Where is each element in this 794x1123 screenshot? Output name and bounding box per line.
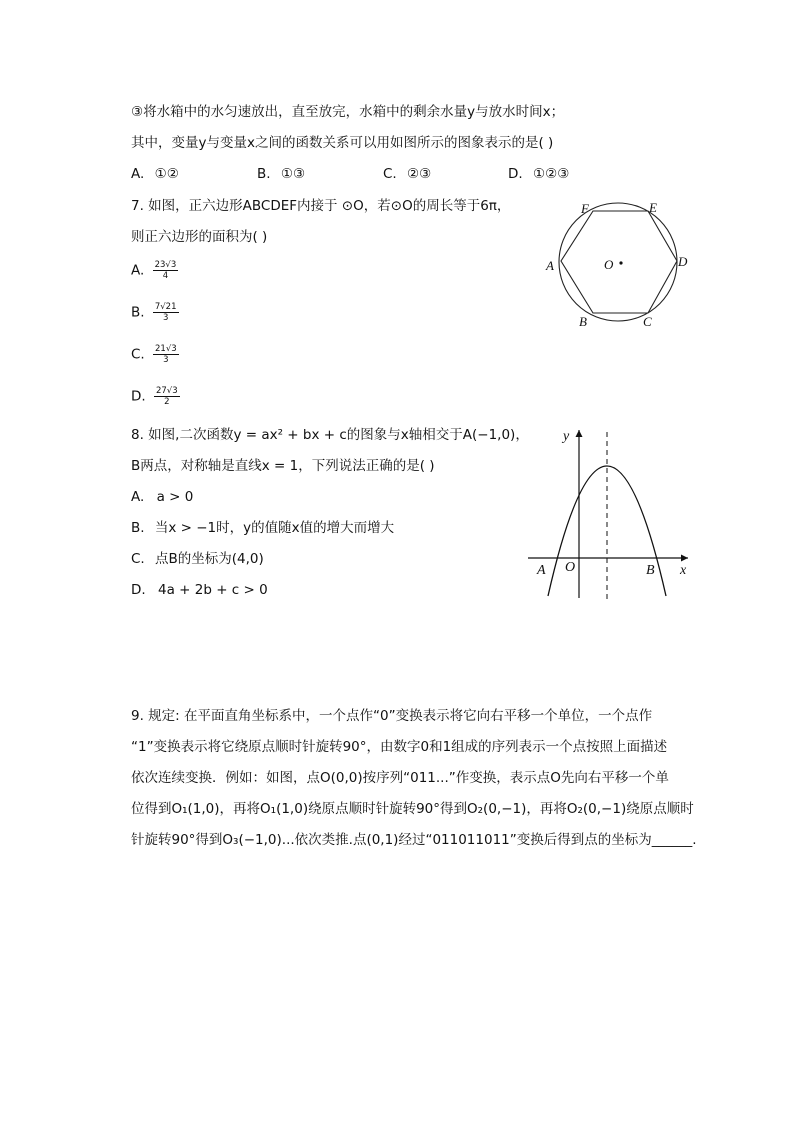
q8-line2: B两点，对称轴是直线x = 1，下列说法正确的是( ) [131,458,435,474]
point-b-label: B [646,563,655,578]
fraction-numerator: 23√3 [154,260,177,270]
fraction-denominator: 3 [163,355,169,365]
q9-line: “1”变换表示将它绕原点顺时针旋转90°，由数字0和1组成的序列表示一个点按照上面描述 [131,739,668,755]
parabola-figure [528,420,700,605]
q7-option-d[interactable] [131,386,180,407]
q8-line1: 8. 如图,二次函数y = ax² + bx + c的图象与x轴相交于A(−1,0)， [131,427,529,443]
label-o: O [604,257,614,272]
option-fraction [154,386,180,407]
circle-o [559,203,677,321]
q7-option-a[interactable] [131,260,178,281]
q9-line: 针旋转90°得到O₃(−1,0)...依次类推.点(0,1)经过“011011011”变换后得到点的坐标为______. [131,832,697,848]
q7-option-b[interactable] [131,302,179,323]
option-text: 当x > −1时，y的值随x值的增大而增大 [154,520,395,536]
option-text: ①③ [280,166,306,182]
label-b: B [579,314,587,329]
fraction-numerator: 27√3 [155,386,178,396]
option-letter: A. [131,166,145,182]
q8-option-d[interactable] [131,581,268,599]
q7-line2: 则正六边形的面积为( ) [131,229,268,245]
q9-line: 9. 规定: 在平面直角坐标系中，一个点作“0”变换表示将它向右平移一个单位，一个点作 [131,708,653,724]
q9-line: 位得到O₁(1,0)，再将O₁(1,0)绕原点顺时针旋转90°得到O₂(0,−1)，再将O₂(0,−1)绕原点顺时 [131,801,694,817]
q6-option-a[interactable] [131,165,179,183]
q6-option-d[interactable] [508,165,569,183]
label-d: D [678,254,688,269]
center-point [619,261,622,264]
hexagon-abcdef [561,211,677,313]
option-letter: B. [131,520,145,536]
option-letter: D. [131,388,146,405]
label-a: A [546,258,554,273]
x-axis-label: x [680,563,687,578]
fraction-denominator: 4 [162,271,169,281]
q6-option-c[interactable] [383,165,431,183]
option-fraction [153,344,179,365]
option-letter: A. [131,489,145,505]
fraction-denominator: 2 [164,397,170,407]
q7-line1: 7. 如图，正六边形ABCDEF内接于 ⊙O，若⊙O的周长等于6π， [131,198,511,214]
option-text: ②③ [407,166,432,182]
origin-label: O [565,560,576,575]
option-text: ①② [154,166,179,182]
option-text: a > 0 [156,489,194,505]
option-letter: D. [508,166,523,182]
q6-item3: ③将水箱中的水匀速放出，直至放完，水箱中的剩余水量y与放水时间x； [131,104,565,120]
option-fraction [153,260,179,281]
fraction-numerator: 21√3 [155,344,177,354]
option-letter: B. [131,304,145,321]
point-a-label: A [537,563,546,578]
label-f: F [581,201,589,216]
option-letter: B. [257,166,271,182]
y-axis-label: y [563,429,570,444]
q8-option-a[interactable] [131,488,193,506]
label-e: E [649,200,657,215]
option-letter: C. [131,551,145,567]
option-text: 4a + 2b + c > 0 [157,582,268,598]
option-letter: A. [131,262,145,279]
q6-option-b[interactable] [257,165,305,183]
option-fraction [153,302,179,323]
hexagon-figure [530,195,700,335]
fraction-denominator: 3 [162,313,169,323]
q8-option-b[interactable] [131,519,394,537]
fraction-numerator: 7√21 [154,302,177,312]
q7-option-c[interactable] [131,344,179,365]
q6-stem: 其中，变量y与变量x之间的函数关系可以用如图所示的图象表示的是( ) [131,135,554,151]
option-letter: D. [131,582,146,598]
q9-line: 依次连续变换．例如：如图，点O(0,0)按序列“011...”作变换，表示点O先向右平移一个单 [131,770,669,786]
option-text: 点B的坐标为(4,0) [155,551,264,567]
option-letter: C. [383,166,397,182]
option-letter: C. [131,346,145,363]
option-text: ①②③ [532,166,570,182]
label-c: C [643,314,652,329]
q8-option-c[interactable] [131,550,264,568]
